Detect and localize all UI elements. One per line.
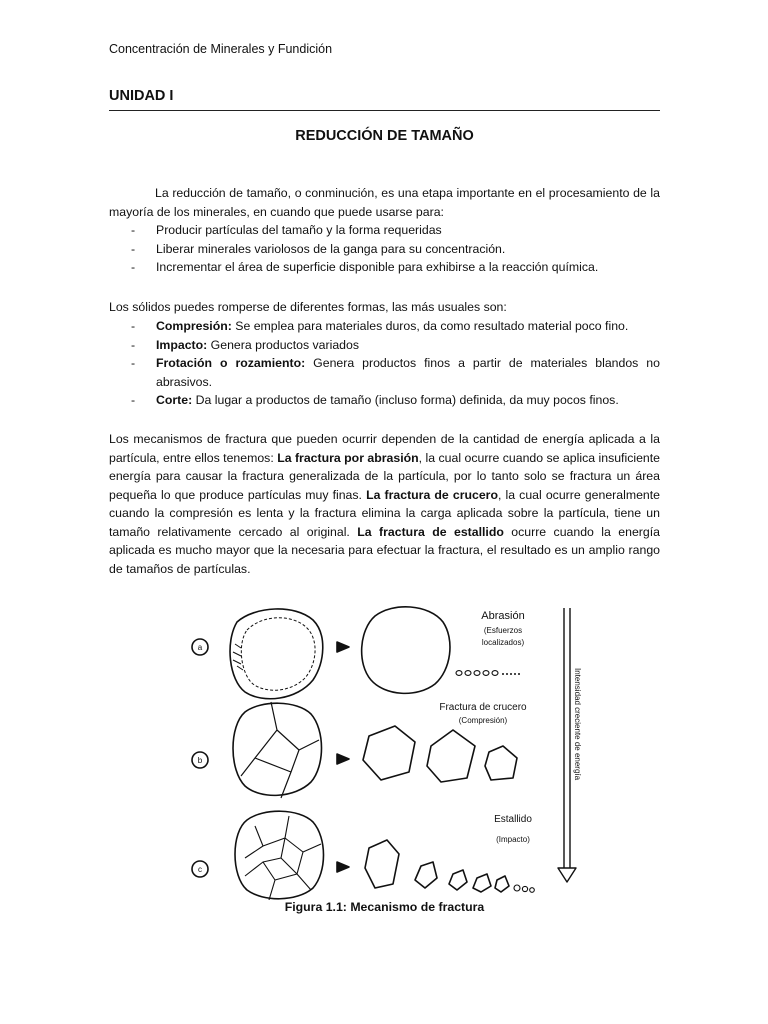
abrasion-sub2: localizados) bbox=[481, 638, 525, 647]
abrasion-sub1: (Esfuerzos bbox=[483, 626, 523, 635]
fragment-c3 bbox=[449, 870, 467, 890]
abrasion-boundary bbox=[241, 618, 315, 691]
estallido-sub: (Impacto) bbox=[496, 835, 530, 844]
list-item: - Compresión: Se emplea para materiales duros, da como resultado material poco fino. bbox=[131, 319, 629, 333]
list-item: - Liberar minerales variolosos de la ganga para su concentración. bbox=[131, 241, 506, 256]
arrow-b bbox=[337, 754, 349, 764]
fragment-b2 bbox=[427, 730, 475, 782]
forms-list bbox=[109, 317, 660, 410]
energy-arrow-head bbox=[558, 868, 576, 882]
figure-caption: Figura 1.1: Mecanismo de fractura bbox=[284, 900, 485, 914]
list-item: - Producir partículas del tamaño y la forma requeridas bbox=[131, 223, 442, 237]
section-title: REDUCCIÓN DE TAMAÑO bbox=[295, 128, 474, 144]
estallido-title: Estallido bbox=[494, 814, 532, 825]
uses-list bbox=[109, 221, 660, 277]
fragment-b3 bbox=[485, 746, 517, 780]
arrow-a bbox=[337, 642, 349, 652]
crucero-title: Fractura de crucero bbox=[439, 702, 527, 713]
mechanisms-paragraph: Los mecanismos de fractura que pueden ocurrir dependen de la cantidad de energía aplicada a la partícula, entre ellos tenemos: La fractura por abrasión, la cual ocurre cuando se aplica insuficiente energía para causar la fractura generalizada de la partícula, por lo tanto solo se fractura un área pequeña lo que produce partículas muy finas. La fractura de crucero, la cual ocurre generalmente cuando la compresión es lenta y la fractura elimina la carga aplicada sobre la partícula, tiene un tamaño relativamente cercado al original. La fractura de estallido ocurre cuando la energía aplicada es mucho mayor que la necesaria para efectuar la fractura, el resultado es un amplio rango de tamaños de partículas. bbox=[109, 432, 661, 576]
fines-c bbox=[514, 885, 534, 892]
particle-original-a bbox=[230, 609, 323, 699]
fragment-c5 bbox=[495, 876, 509, 892]
list-item: - Incrementar el área de superficie disponible para exhibirse a la reacción química. bbox=[131, 260, 599, 274]
fragment-c1 bbox=[365, 840, 399, 888]
arrow-c bbox=[337, 862, 349, 872]
particle-result-a bbox=[362, 607, 450, 694]
particle-original-b bbox=[233, 703, 322, 795]
fines-a bbox=[456, 671, 498, 676]
unit-heading: UNIDAD I bbox=[109, 88, 174, 104]
running-header: Concentración de Minerales y Fundición bbox=[109, 42, 333, 56]
label-b: b bbox=[197, 756, 203, 765]
heading-rule bbox=[109, 110, 660, 111]
crucero-sub: (Compresión) bbox=[458, 716, 508, 725]
list-item: - Frotación o rozamiento: Genera productos finos a partir de materiales blandos no abrasivos. bbox=[131, 356, 660, 389]
burst-cracks bbox=[245, 816, 321, 900]
cleavage-cracks bbox=[241, 702, 319, 798]
label-a: a bbox=[197, 643, 203, 652]
fragment-b1 bbox=[363, 726, 415, 780]
particle-original-c bbox=[235, 811, 324, 899]
forms-paragraph: Los sólidos puedes romperse de diferentes formas, las más usuales son: bbox=[109, 300, 507, 314]
label-c: c bbox=[198, 865, 202, 874]
list-item: - Corte: Da lugar a productos de tamaño (incluso forma) definida, da muy pocos finos. bbox=[131, 393, 619, 407]
fragment-c4 bbox=[473, 874, 491, 892]
intro-paragraph: La reducción de tamaño, o conminución, es una etapa importante en el procesamiento de la mayoría de los minerales, en cuando que puede usarse para: bbox=[109, 186, 660, 219]
list-item: - Impacto: Genera productos variados bbox=[131, 337, 359, 352]
fracture-mechanism-figure bbox=[185, 600, 585, 900]
abrasion-title: Abrasión bbox=[481, 610, 525, 622]
energy-axis-label: Intensidad creciente de energía bbox=[573, 668, 582, 781]
fines-dots bbox=[502, 673, 520, 675]
fragment-c2 bbox=[415, 862, 437, 888]
